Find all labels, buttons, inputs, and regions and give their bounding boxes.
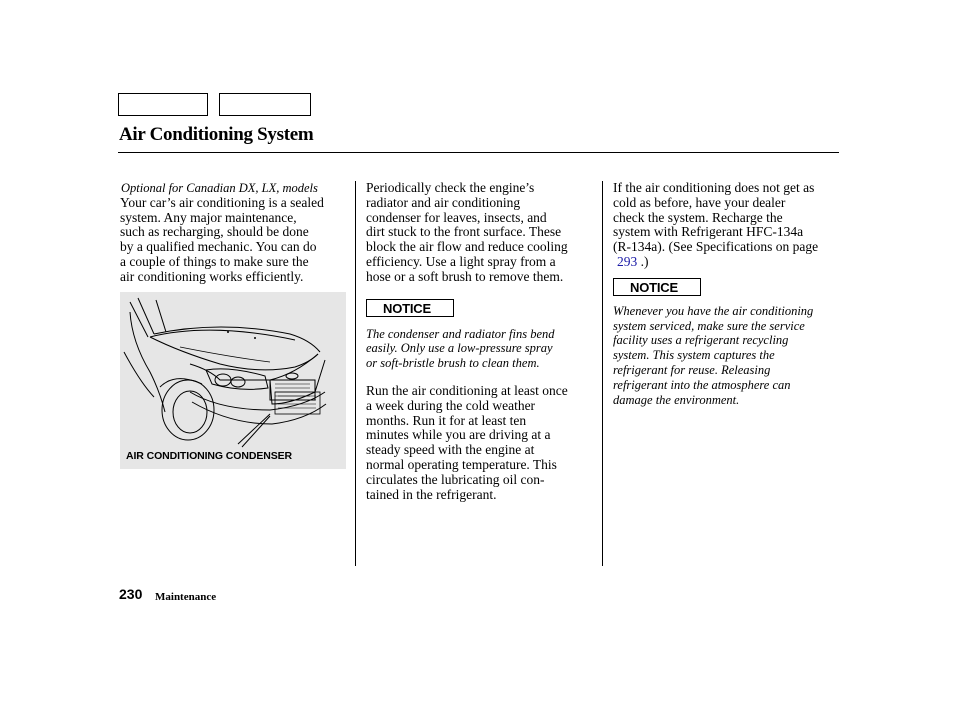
notice-line: refrigerant into the atmosphere can (613, 377, 791, 392)
notice-line: easily. Only use a low-pressure spray (366, 341, 553, 356)
body-line: months. Run it for at least ten (366, 412, 527, 428)
body-line: steady speed with the engine at (366, 442, 535, 458)
intro-line: by a qualified mechanic. You can do (120, 239, 317, 255)
column-divider-1 (355, 181, 356, 566)
intro-line: Your car’s air conditioning is a sealed (120, 194, 324, 210)
notice-line: damage the environment. (613, 392, 740, 407)
body-line: cold as before, have your dealer (613, 194, 786, 210)
body-line: Periodically check the engine’s (366, 180, 535, 195)
page-title: Air Conditioning System (119, 124, 314, 145)
notice-line: refrigerant for reuse. Releasing (613, 362, 771, 377)
page-reference (613, 255, 841, 270)
car-front-drawing (120, 292, 346, 469)
figure-caption: AIR CONDITIONING CONDENSER (126, 450, 292, 462)
body-line: a week during the cold weather (366, 397, 536, 413)
body-line: minutes while you are driving at a (366, 427, 551, 443)
page-reference-suffix: .) (637, 253, 649, 269)
title-divider (118, 152, 839, 153)
condenser-illustration (120, 292, 346, 469)
body-line: condenser for leaves, insects, and (366, 209, 547, 225)
intro-line: air conditioning works efficiently. (120, 268, 304, 284)
column-divider-2 (602, 181, 603, 566)
body-line: normal operating temperature. This (366, 456, 557, 472)
notice-line: system serviced, make sure the service (613, 318, 805, 333)
model-note: Optional for Canadian DX, LX, models (121, 181, 318, 195)
column-1 (120, 181, 350, 285)
body-line: (R-134a). (See Specifications on page (613, 239, 819, 255)
intro-line: such as recharging, should be done (120, 224, 309, 240)
notice-line: or soft-bristle brush to clean them. (366, 356, 540, 371)
notice-line: Whenever you have the air conditioning (613, 303, 814, 318)
body-line: circulates the lubricating oil con- (366, 471, 545, 487)
body-line: hose or a soft brush to remove them. (366, 268, 564, 284)
body-line: If the air conditioning does not get as (613, 180, 815, 195)
body-line: radiator and air conditioning (366, 194, 521, 210)
body-line: efficiency. Use a light spray from a (366, 253, 556, 269)
notice-label: NOTICE (366, 299, 454, 317)
body-line: check the system. Recharge the (613, 209, 783, 225)
body-line: tained in the refrigerant. (366, 486, 497, 502)
body-line: block the air flow and reduce cooling (366, 239, 568, 255)
specifications-page-link[interactable]: 293 (617, 253, 638, 269)
column-3 (613, 181, 841, 407)
intro-line: system. Any major maintenance, (120, 209, 297, 225)
notice-line: The condenser and radiator fins bend (366, 326, 555, 341)
nav-button-previous[interactable] (118, 93, 208, 116)
body-line: dirt stuck to the front surface. These (366, 224, 562, 240)
section-label: Maintenance (155, 591, 217, 603)
page-number: 230 (119, 586, 143, 602)
column-2 (366, 181, 594, 502)
intro-line: a couple of things to make sure the (120, 253, 309, 269)
notice-line: facility uses a refrigerant recycling (613, 333, 789, 348)
body-line: system with Refrigerant HFC-134a (613, 224, 804, 240)
notice-line: system. This system captures the (613, 348, 775, 363)
nav-button-next[interactable] (219, 93, 311, 116)
body-line: Run the air conditioning at least once (366, 382, 568, 398)
notice-label: NOTICE (613, 278, 701, 296)
